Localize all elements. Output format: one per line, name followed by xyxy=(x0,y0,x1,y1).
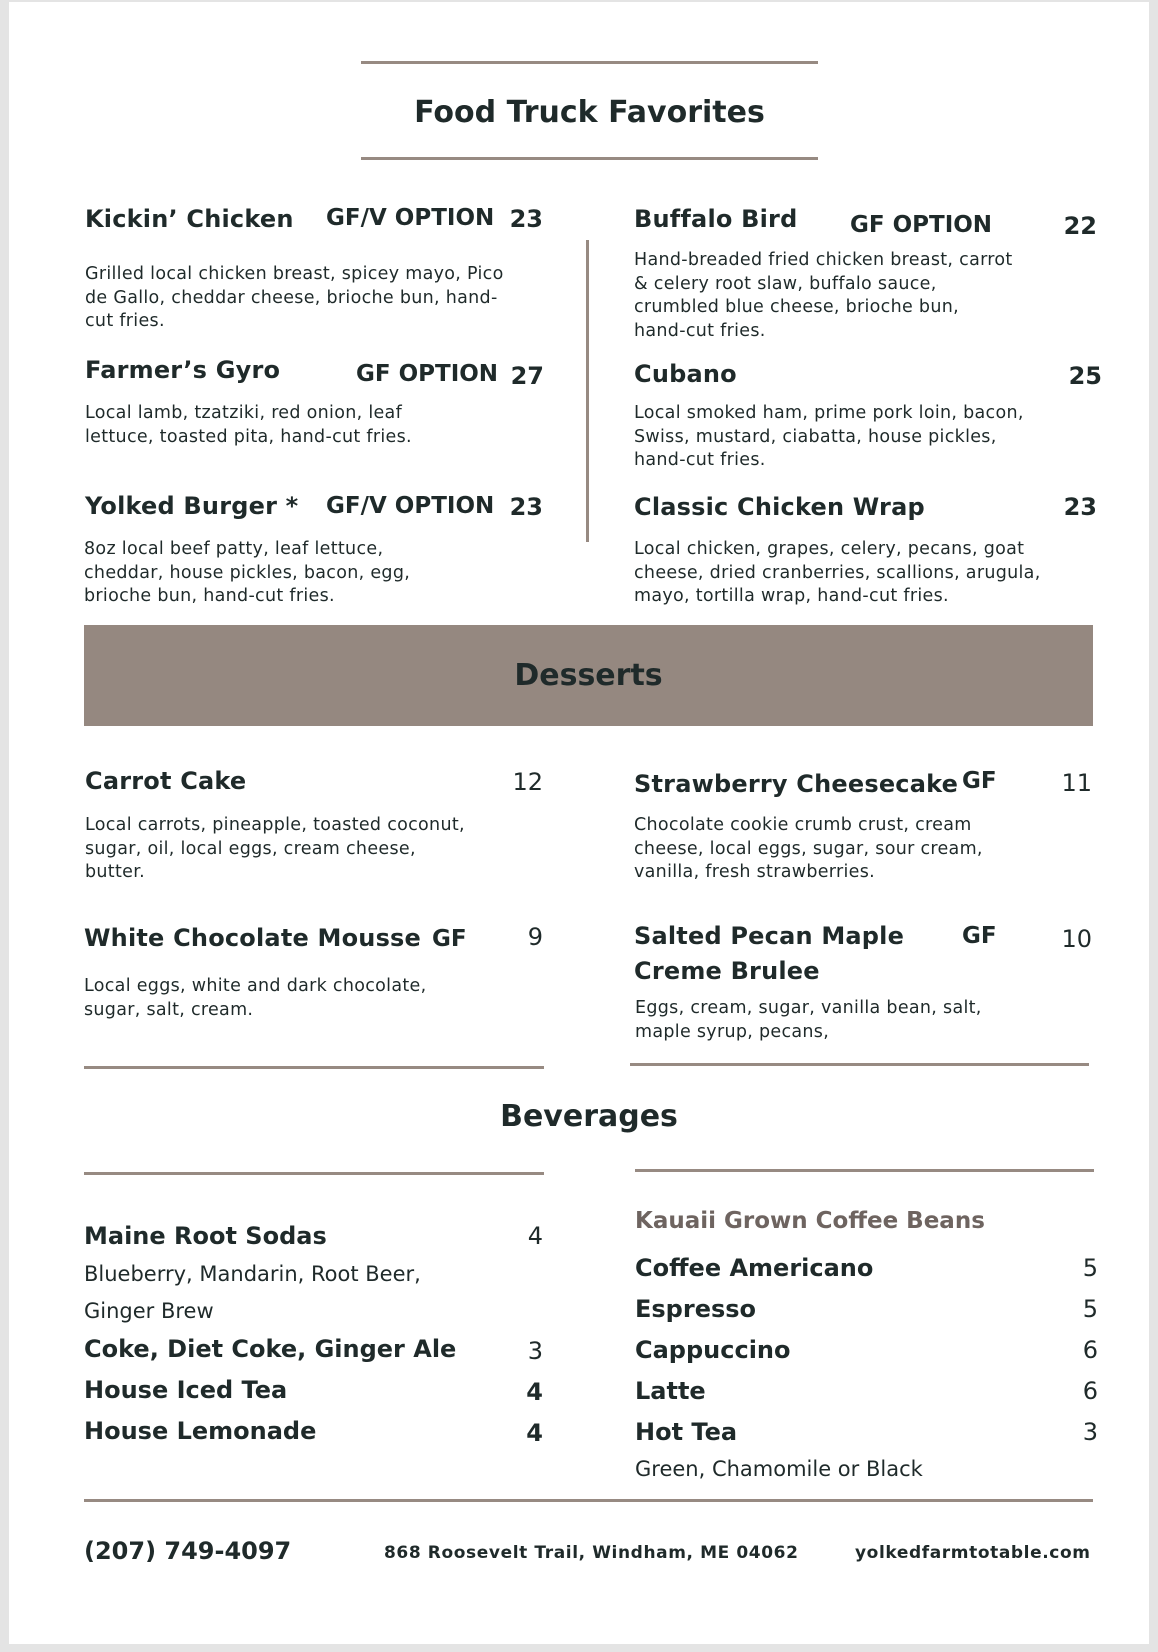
beverage-name: House Iced Tea xyxy=(84,1376,288,1404)
menu-item-tag: GF/V OPTION xyxy=(326,205,495,231)
beverage-price: 5 xyxy=(1082,1295,1098,1323)
menu-item-price: 10 xyxy=(1061,925,1092,953)
beverage-price: 4 xyxy=(527,1222,543,1250)
menu-item-name: Classic Chicken Wrap xyxy=(634,493,925,521)
footer-rule xyxy=(84,1499,1093,1502)
menu-item-price: 23 xyxy=(509,493,543,521)
beverage-sub: Blueberry, Mandarin, Root Beer, Ginger Brew xyxy=(84,1262,421,1323)
menu-item-desc: Local carrots, pineapple, toasted coconut, sugar, oil, local eggs, cream cheese, butter. xyxy=(85,815,465,882)
beverage-name: Coke, Diet Coke, Ginger Ale xyxy=(84,1335,457,1363)
menu-item-desc: Eggs, cream, sugar, vanilla bean, salt, maple syrup, pecans, xyxy=(635,998,982,1042)
menu-item-desc: Local lamb, tzatziki, red onion, leaf lettuce, toasted pita, hand-cut fries. xyxy=(85,403,412,447)
menu-item-desc: Local smoked ham, prime pork loin, bacon, Swiss, mustard, ciabatta, house pickles, hand-cut fries. xyxy=(634,403,1024,470)
menu-item-price: 23 xyxy=(1063,493,1097,521)
beverage-name: Hot Tea xyxy=(635,1418,738,1446)
beverage-price: 4 xyxy=(526,1419,543,1447)
beverages-rule-left-top xyxy=(84,1066,544,1069)
menu-item-desc: Local chicken, grapes, celery, pecans, goat cheese, dried cranberries, scallions, arugula, mayo, tortilla wrap, hand-cut fries. xyxy=(634,539,1041,606)
beverages-title: Beverages xyxy=(500,1099,678,1134)
beverages-rule-right-top xyxy=(630,1063,1089,1066)
menu-item-name: Kickin’ Chicken xyxy=(85,205,294,233)
menu-item-desc: 8oz local beef patty, leaf lettuce, cheddar, house pickles, bacon, egg, brioche bun, hand-cut fries. xyxy=(84,539,411,606)
menu-item-name: Strawberry Cheesecake xyxy=(634,770,959,798)
beverage-name: Coffee Americano xyxy=(635,1254,874,1282)
beverage-name: Latte xyxy=(635,1377,706,1405)
desserts-title: Desserts xyxy=(514,658,663,693)
footer-website[interactable]: yolkedfarmtotable.com xyxy=(855,1543,1091,1563)
beverage-price: 6 xyxy=(1082,1377,1098,1405)
beverage-price: 3 xyxy=(527,1337,543,1365)
menu-item-price: 27 xyxy=(510,362,544,390)
beverage-name: House Lemonade xyxy=(84,1417,317,1445)
menu-item-name: White Chocolate Mousse xyxy=(84,924,422,952)
beverage-name: Espresso xyxy=(635,1295,757,1323)
menu-item-tag: GF OPTION xyxy=(356,361,499,387)
menu-item-name: Yolked Burger * xyxy=(85,492,299,520)
menu-item-name: Cubano xyxy=(634,360,737,388)
menu-page xyxy=(9,2,1149,1644)
beverage-price: 4 xyxy=(526,1378,543,1406)
menu-item-desc: Hand-breaded fried chicken breast, carrot & celery root slaw, buffalo sauce, crumbled blue cheese, brioche bun, hand-cut fries. xyxy=(634,250,1013,341)
beverage-price: 3 xyxy=(1082,1418,1098,1446)
menu-item-tag: GF OPTION xyxy=(850,212,993,238)
menu-item-name: Carrot Cake xyxy=(85,767,247,795)
beverage-name: Cappuccino xyxy=(635,1336,791,1364)
menu-item-name: Buffalo Bird xyxy=(634,205,798,233)
menu-item-tag: GF xyxy=(962,923,997,949)
menu-item-name: Salted Pecan Maple Creme Brulee xyxy=(634,922,905,985)
food-truck-title: Food Truck Favorites xyxy=(414,95,765,130)
beverage-price: 5 xyxy=(1082,1254,1098,1282)
menu-item-tag: GF/V OPTION xyxy=(326,493,495,519)
menu-item-desc: Local eggs, white and dark chocolate, sugar, salt, cream. xyxy=(84,976,427,1020)
beverage-name: Maine Root Sodas xyxy=(84,1222,327,1250)
menu-item-price: 9 xyxy=(527,923,543,951)
beverage-sub: Green, Chamomile or Black xyxy=(635,1457,923,1481)
menu-item-price: 12 xyxy=(512,768,543,796)
menu-item-price: 11 xyxy=(1061,769,1092,797)
beverages-rule-right-bottom xyxy=(635,1169,1094,1172)
beverage-price: 6 xyxy=(1082,1336,1098,1364)
column-divider xyxy=(586,240,589,542)
menu-item-tag: GF xyxy=(432,926,467,952)
coffee-heading: Kauaii Grown Coffee Beans xyxy=(635,1208,985,1234)
title-top-rule xyxy=(361,61,818,64)
menu-item-price: 23 xyxy=(509,205,543,233)
footer-phone[interactable]: (207) 749-4097 xyxy=(84,1537,292,1565)
menu-item-name: Farmer’s Gyro xyxy=(85,356,281,384)
footer-address: 868 Roosevelt Trail, Windham, ME 04062 xyxy=(384,1543,799,1563)
title-bottom-rule xyxy=(361,157,818,160)
menu-item-price: 25 xyxy=(1068,362,1102,390)
beverages-rule-left-bottom xyxy=(84,1172,544,1175)
menu-item-tag: GF xyxy=(962,768,997,794)
menu-item-desc: Chocolate cookie crumb crust, cream cheese, local eggs, sugar, sour cream, vanilla, fresh strawberries. xyxy=(634,815,983,882)
menu-item-price: 22 xyxy=(1063,212,1097,240)
menu-item-desc: Grilled local chicken breast, spicey mayo, Pico de Gallo, cheddar cheese, brioche bun, hand-cut fries. xyxy=(85,264,504,331)
